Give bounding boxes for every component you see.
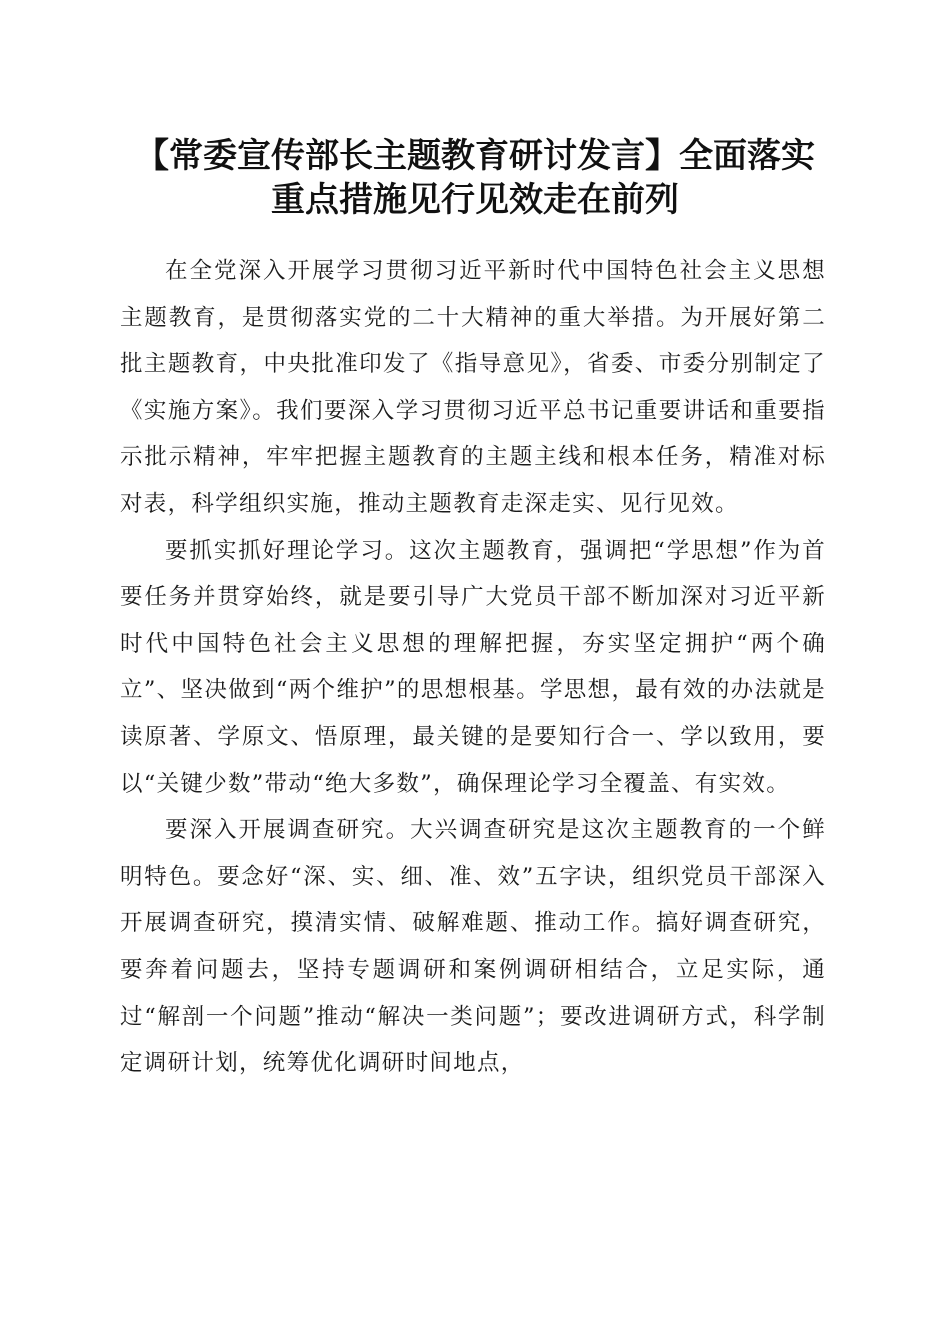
title-line-2: 重点措施见行见效走在前列 bbox=[271, 180, 679, 220]
paragraph-2: 要抓实抓好理论学习。这次主题教育，强调把“学思想”作为首要任务并贯穿始终，就是要引导广大党员干部不断加深对习近平新时代中国特色社会主义思想的理解把握，夯实坚定拥护“两个确立”、坚决做到“两个维护”的思想根基。学思想，最有效的办法就是读原著、学原文、悟原理，最关键的是要知行合一、学以致用，要以“关键少数”带动“绝大多数”，确保理论学习全覆盖、有实效。 bbox=[120, 537, 826, 797]
paragraph-3: 要深入开展调查研究。大兴调查研究是这次主题教育的一个鲜明特色。要念好“深、实、细、准、效”五字诀，组织党员干部深入开展调查研究，摸清实情、破解难题、推动工作。搞好调查研究，要奔着问题去，坚持专题调研和案例调研相结合，立足实际，通过“解剖一个问题”推动“解决一类问题”；要改进调研方式，科学制定调研计划，统筹优化调研时间地点， bbox=[120, 817, 826, 1077]
document-body bbox=[120, 248, 826, 1087]
document-title bbox=[110, 134, 840, 222]
title-line-1: 【常委宣传部长主题教育研讨发言】全面落实 bbox=[135, 136, 815, 176]
paragraph-1: 在全党深入开展学习贯彻习近平新时代中国特色社会主义思想主题教育，是贯彻落实党的二十大精神的重大举措。为开展好第二批主题教育，中央批准印发了《指导意见》，省委、市委分别制定了《实施方案》。我们要深入学习贯彻习近平总书记重要讲话和重要指示批示精神，牢牢把握主题教育的主题主线和根本任务，精准对标对表，科学组织实施，推动主题教育走深走实、见行见效。 bbox=[120, 258, 826, 517]
